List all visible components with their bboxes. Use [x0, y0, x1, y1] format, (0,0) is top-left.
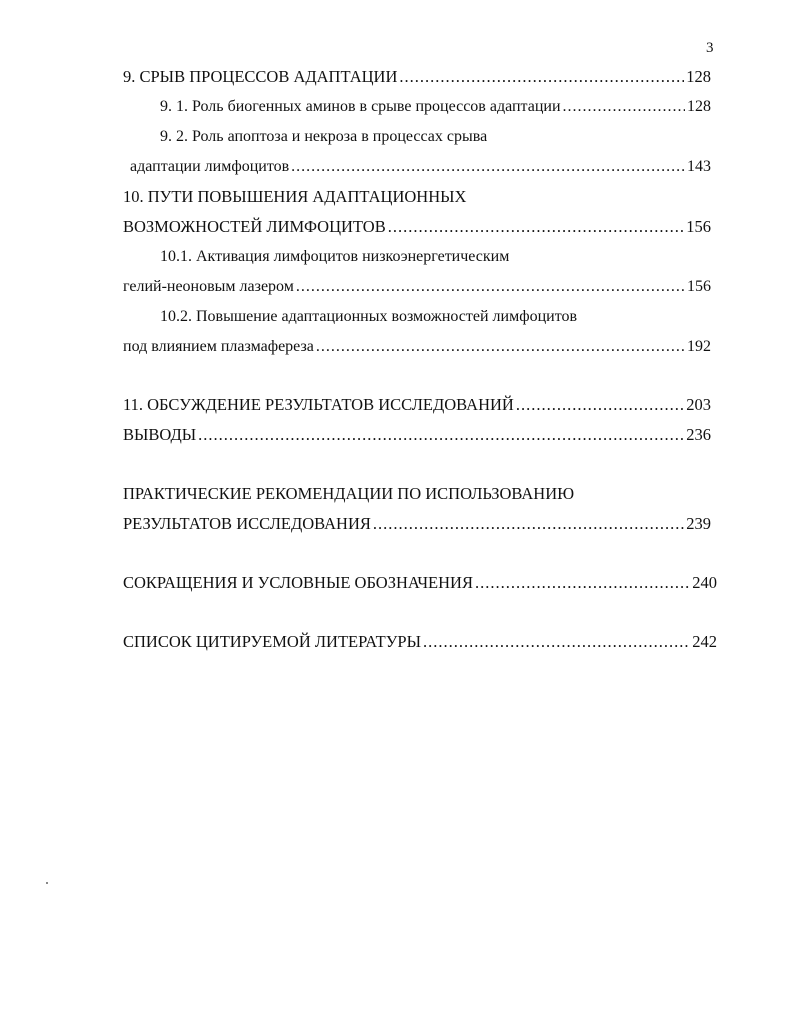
dot-leader	[423, 632, 690, 652]
toc-entry-title: 11. ОБСУЖДЕНИЕ РЕЗУЛЬТАТОВ ИССЛЕДОВАНИЙ	[123, 395, 514, 414]
toc-entry-page: 192	[687, 338, 711, 355]
toc-entry-10-1-line2[interactable]	[123, 277, 711, 299]
toc-entry-page: 240	[692, 573, 717, 592]
toc-entry-page: 156	[687, 278, 711, 295]
toc-entry-11[interactable]	[123, 395, 711, 417]
dot-leader	[296, 277, 685, 297]
dot-leader	[373, 514, 684, 534]
dot-leader	[198, 425, 684, 445]
toc-entry-10-2-line1[interactable]	[160, 307, 711, 329]
toc-entry-9-2-line2[interactable]	[130, 157, 711, 179]
toc-entry-title: адаптации лимфоцитов	[130, 158, 290, 175]
dot-leader	[291, 157, 685, 177]
toc-entry-title: 9. 1. Роль биогенных аминов в срыве процессов адаптации	[160, 98, 561, 115]
toc-entry-10-2-line2[interactable]	[123, 337, 711, 359]
toc-entry-9[interactable]	[123, 67, 711, 89]
toc-entry-title: РЕЗУЛЬТАТОВ ИССЛЕДОВАНИЯ	[123, 514, 371, 533]
toc-entry-practical-line1[interactable]	[123, 484, 711, 506]
dot-leader	[516, 395, 684, 415]
dot-leader	[475, 573, 690, 593]
toc-entry-9-1[interactable]	[160, 97, 711, 119]
toc-entry-title: ВЫВОДЫ	[123, 425, 197, 444]
toc-entry-page: 143	[687, 158, 711, 175]
toc-entry-title: под влиянием плазмафереза	[123, 338, 314, 355]
toc-entry-title: 9. 2. Роль апоптоза и некроза в процессах срыва	[160, 128, 488, 145]
toc-entry-page: 203	[686, 395, 711, 414]
toc-entry-title: ВОЗМОЖНОСТЕЙ ЛИМФОЦИТОВ	[123, 217, 386, 236]
toc-entry-title: СПИСОК ЦИТИРУЕМОЙ ЛИТЕРАТУРЫ	[123, 632, 421, 651]
toc-entry-practical-line2[interactable]	[123, 514, 711, 536]
toc-entry-page: 128	[687, 98, 711, 115]
toc-entry-abbreviations[interactable]	[123, 573, 717, 595]
toc-entry-title: ПРАКТИЧЕСКИЕ РЕКОМЕНДАЦИИ ПО ИСПОЛЬЗОВАНИЮ	[123, 484, 575, 503]
toc-entry-10-line1[interactable]	[123, 187, 711, 209]
toc-entry-title: СОКРАЩЕНИЯ И УСЛОВНЫЕ ОБОЗНАЧЕНИЯ	[123, 573, 473, 592]
toc-entry-page: 239	[686, 514, 711, 533]
toc-entry-page: 156	[686, 217, 711, 236]
toc-entry-literature[interactable]	[123, 632, 717, 654]
toc-entry-9-2-line1[interactable]	[160, 127, 711, 149]
toc-entry-title: 9. СРЫВ ПРОЦЕССОВ АДАПТАЦИИ	[123, 67, 398, 86]
toc-entry-title: 10. ПУТИ ПОВЫШЕНИЯ АДАПТАЦИОННЫХ	[123, 187, 467, 206]
dot-leader	[563, 97, 685, 117]
dot-leader	[316, 337, 685, 357]
toc-entry-page: 242	[692, 632, 717, 651]
toc-entry-page: 236	[686, 425, 711, 444]
scan-speck	[46, 882, 48, 884]
dot-leader	[399, 67, 684, 87]
page-number: 3	[706, 40, 714, 56]
toc-entry-title: 10.2. Повышение адаптационных возможностей лимфоцитов	[160, 308, 578, 325]
toc-entry-10-1-line1[interactable]	[160, 247, 711, 269]
dot-leader	[388, 217, 685, 237]
toc-entry-page: 128	[686, 67, 711, 86]
toc-entry-title: 10.1. Активация лимфоцитов низкоэнергетическим	[160, 248, 510, 265]
toc-entry-10-line2[interactable]	[123, 217, 711, 239]
toc-entry-conclusions[interactable]	[123, 425, 711, 447]
toc-entry-title: гелий-неоновым лазером	[123, 278, 294, 295]
